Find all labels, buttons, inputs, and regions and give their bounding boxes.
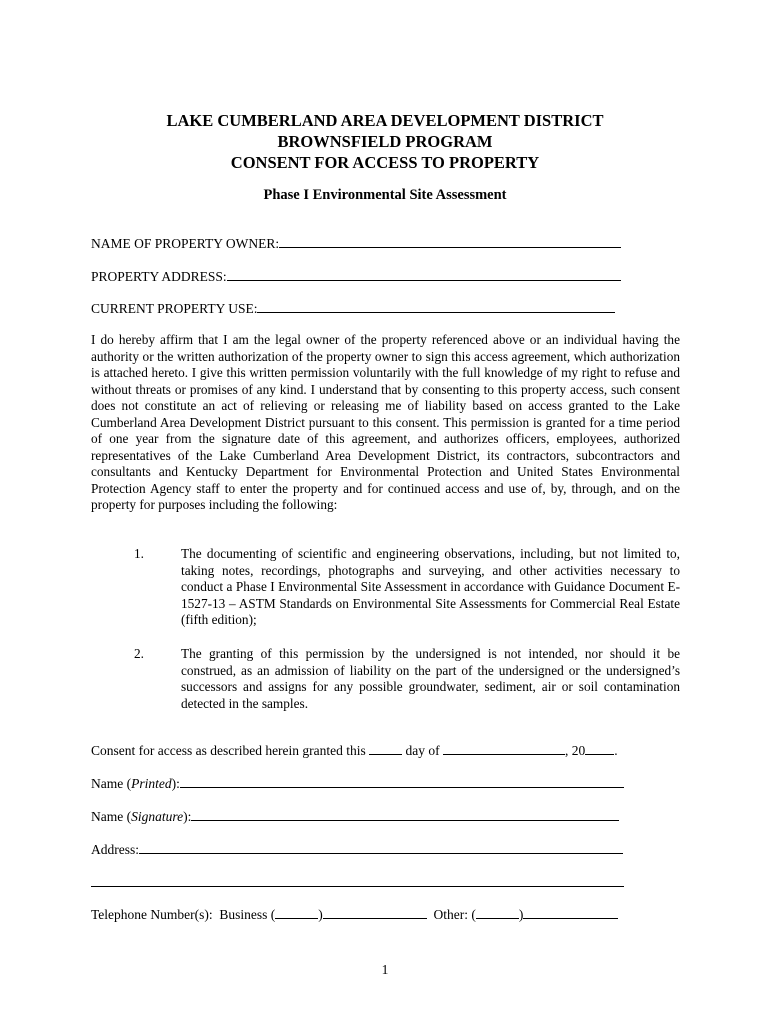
name-signature-blank[interactable] (191, 808, 619, 821)
page-number: 1 (381, 962, 389, 977)
name-printed-field (91, 775, 624, 792)
header-title-line2: BROWNSFIELD PROGRAM (277, 132, 493, 151)
name-printed-prefix: Name ( (91, 776, 132, 791)
telephone-label: Telephone Number(s): Business ( (91, 907, 276, 922)
other-label: Other: ( (433, 907, 476, 922)
property-address-blank[interactable] (227, 268, 621, 281)
other-area-code-blank[interactable] (476, 906, 519, 919)
business-paren-close: ) (318, 907, 323, 922)
consent-month-blank[interactable] (443, 742, 565, 755)
item-1-text: The documenting of scientific and engineering observations, including, but not limited to, taking notes, recordings, photographs and surveying, and other activities necessary to conduct a Phase I Environmental Site Assessment in accordance with Guidance Document E-1527-13 – ASTM Standards on Environmental Site Assessments for Commercial Real Estate (fifth edition); (181, 546, 680, 627)
property-use-blank[interactable] (257, 300, 615, 313)
consent-year-label: , 20 (565, 743, 586, 758)
name-signature-italic: Signature (131, 809, 184, 824)
consent-end: . (614, 743, 618, 758)
name-printed-italic: Printed (131, 776, 172, 791)
property-address-field (91, 268, 621, 285)
consent-prefix: Consent for access as described herein granted this (91, 743, 366, 758)
property-owner-label: NAME OF PROPERTY OWNER: (91, 236, 280, 251)
consent-day-label: day of (405, 743, 440, 758)
other-paren-close: ) (518, 907, 524, 922)
item-1-number: 1. (134, 546, 144, 561)
consent-paragraph: I do hereby affirm that I am the legal owner of the property referenced above or an individual having the authority or the written authorization of the property owner to sign this access agreement, which authorization is attached hereto. I give this written permission voluntarily with the full knowledge of my right to refuse and without threats or promises of any kind. I understand that by consenting to this property access, such consent does not constitute an act of relieving or releasing me of liability based on access granted to the Lake Cumberland Area Development District pursuant to this consent. This permission is granted for a time period of one year from the signature date of this agreement, and authorizes officers, employees, authorized representatives of the Lake Cumberland Area Development District, its contractors, subcontractors and consultants and Kentucky Department for Environmental Protection and United States Environmental Protection Agency staff to enter the property and for continued access and use of, by, through, and on the property for purposes including the following: (91, 332, 680, 512)
consent-year-blank[interactable] (585, 742, 614, 755)
address-line-2 (91, 874, 624, 891)
name-signature-field (91, 808, 619, 825)
item-2-text: The granting of this permission by the undersigned is not intended, nor should it be construed, as an admission of liability on the part of the undersigned or the undersigned’s successors and assigns for any possible groundwater, sediment, air or soil contamination detected in the samples. (181, 646, 680, 711)
consent-date-line (91, 742, 618, 759)
property-address-label: PROPERTY ADDRESS: (91, 269, 227, 284)
header-title-line1: LAKE CUMBERLAND AREA DEVELOPMENT DISTRICT (166, 111, 604, 130)
address-label: Address: (91, 842, 139, 857)
address-field (91, 841, 623, 858)
property-use-field (91, 300, 615, 317)
name-signature-prefix: Name ( (91, 809, 132, 824)
business-area-code-blank[interactable] (275, 906, 318, 919)
name-printed-close: ): (171, 776, 180, 791)
name-signature-close: ): (183, 809, 192, 824)
business-number-blank[interactable] (323, 906, 427, 919)
property-owner-field (91, 235, 621, 252)
header-title-line3: CONSENT FOR ACCESS TO PROPERTY (230, 153, 540, 172)
address-blank-1[interactable] (139, 841, 623, 854)
telephone-field (91, 906, 618, 923)
property-owner-blank[interactable] (279, 235, 621, 248)
property-use-label: CURRENT PROPERTY USE: (91, 301, 258, 316)
address-blank-2[interactable] (91, 874, 624, 887)
consent-day-blank[interactable] (369, 742, 402, 755)
header-subtitle: Phase I Environmental Site Assessment (263, 187, 507, 203)
other-number-blank[interactable] (523, 906, 618, 919)
name-printed-blank[interactable] (180, 775, 624, 788)
item-2-number: 2. (134, 646, 144, 661)
